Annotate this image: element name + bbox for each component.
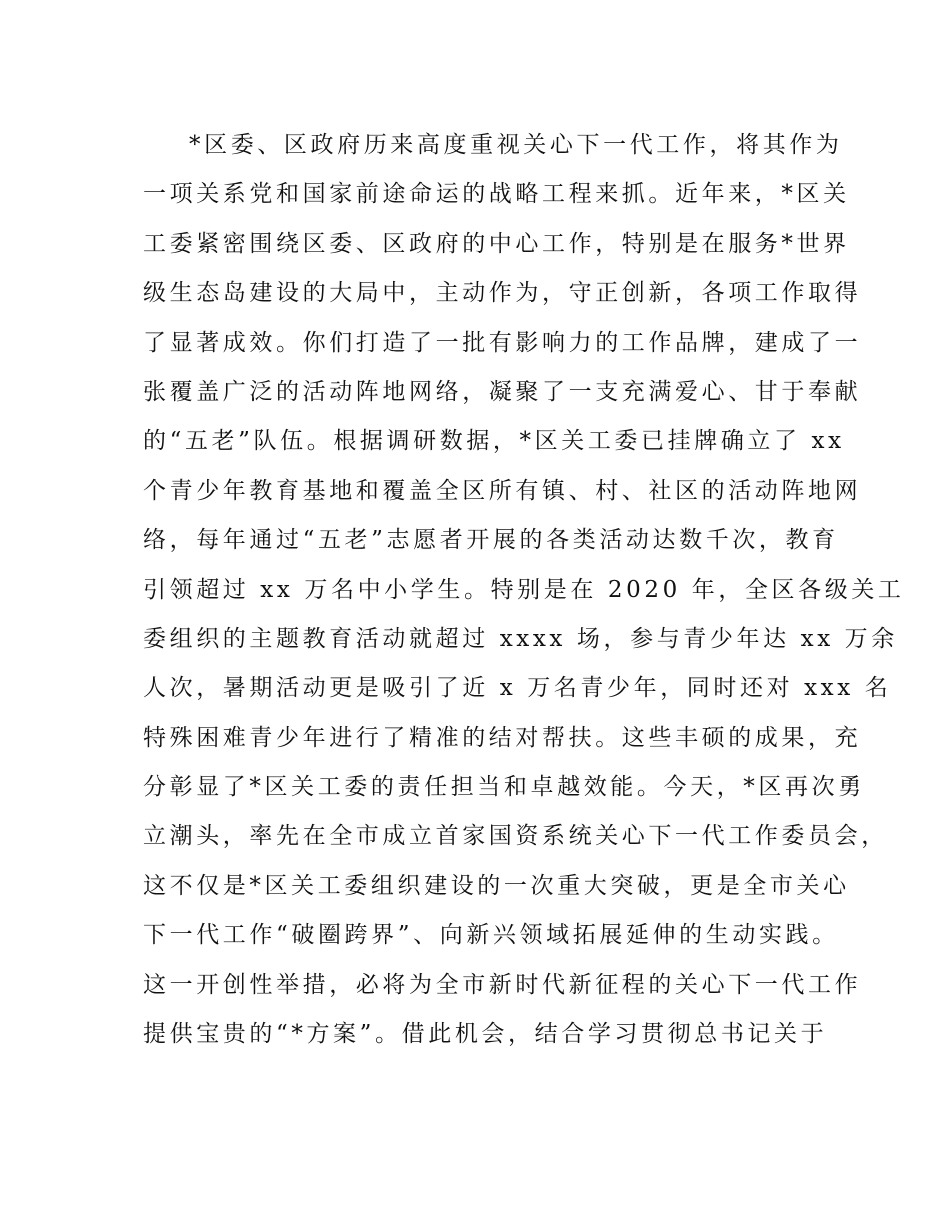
paragraph-line: 张覆盖广泛的活动阵地网络，凝聚了一支充满爱心、甘于奉献 [143,378,862,405]
paragraph-line: 引领超过 xx 万名中小学生。特别是在 2020 年，全区各级关工 [143,576,905,603]
paragraph-line: 下一代工作“破圈跨界”、向新兴领域拓展延伸的生动实践。 [143,922,839,949]
paragraph-line: 的“五老”队伍。根据调研数据，*区关工委已挂牌确立了 xx [143,428,845,455]
paragraph-line: 这不仅是*区关工委组织建设的一次重大突破，更是全市关心 [143,872,850,899]
paragraph-line: 提供宝贵的“*方案”。借此机会，结合学习贯彻总书记关于 [143,1021,828,1048]
paragraph-line: 工委紧密围绕区委、区政府的中心工作，特别是在服务*世界 [143,230,850,257]
paragraph-line: 委组织的主题教育活动就超过 xxxx 场，参与青少年达 xx 万余 [143,625,898,652]
paragraph-line: *区委、区政府历来高度重视关心下一代工作，将其作为 [189,132,843,158]
paragraph-line: 了显著成效。你们打造了一批有影响力的工作品牌，建成了一 [143,329,862,356]
paragraph-line: 分彰显了*区关工委的责任担当和卓越效能。今天，*区再次勇 [143,774,865,801]
paragraph-line: 个青少年教育基地和覆盖全区所有镇、村、社区的活动阵地网 [143,477,862,504]
paragraph-line: 立潮头，率先在全市成立首家国资系统关心下一代工作委员会， [143,823,888,850]
paragraph-line: 人次，暑期活动更是吸引了近 x 万名青少年，同时还对 xxx 名 [143,675,892,702]
paragraph-line: 特殊困难青少年进行了精准的结对帮扶。这些丰硕的成果，充 [143,724,862,751]
paragraph-line: 这一开创性举措，必将为全市新时代新征程的关心下一代工作 [143,971,862,998]
paragraph-line: 级生态岛建设的大局中，主动作为，守正创新，各项工作取得 [143,280,862,307]
paragraph-line: 络，每年通过“五老”志愿者开展的各类活动达数千次，教育 [143,527,839,554]
paragraph-line: 一项关系党和国家前途命运的战略工程来抓。近年来，*区关 [143,181,850,208]
body-paragraph [143,121,905,1059]
